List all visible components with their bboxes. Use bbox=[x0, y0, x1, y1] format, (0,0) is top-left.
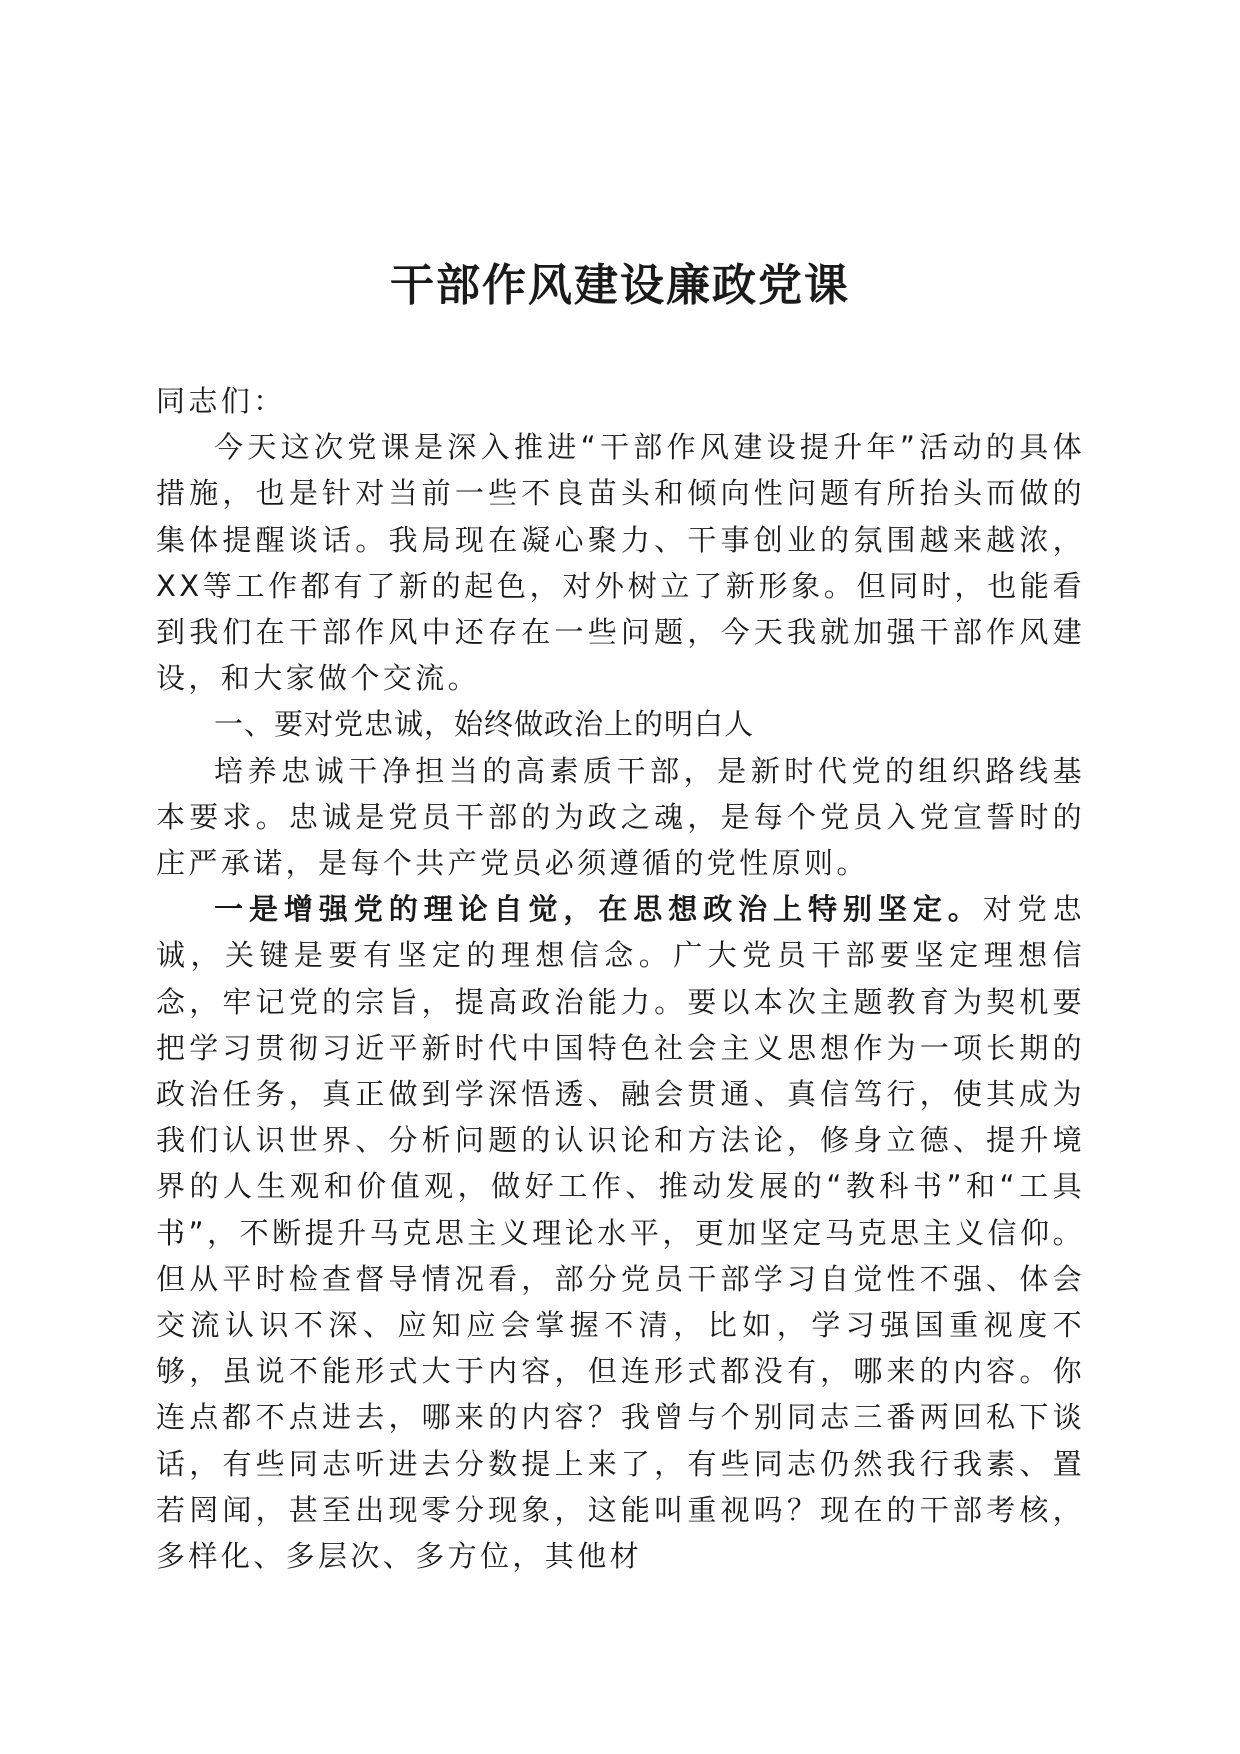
section-heading-1: 一、要对党忠诚，始终做政治上的明白人 bbox=[214, 707, 755, 742]
section-1-paragraph: 培养忠诚干净担当的高素质干部，是新时代党的组织路线基本要求。忠诚是党员干部的为政之魂，是每个党员入党宣誓时的庄严承诺，是每个共产党员必须遵循的党性原则。 bbox=[156, 753, 1085, 881]
point-1-paragraph bbox=[156, 886, 1085, 1579]
point-1-body: 对党忠诚，关键是要有坚定的理想信念。广大党员干部要坚定理想信念，牢记党的宗旨，提高政治能力。要以本次主题教育为契机要把学习贯彻习近平新时代中国特色社会主义思想作为一项长期的政治任务，真正做到学深悟透、融会贯通、真信笃行，使其成为我们认识世界、分析问题的认识论和方法论，修身立德、提升境界的人生观和价值观，做好工作、推动发展的“教科书”和“工具书”，不断提升马克思主义理论水平，更加坚定马克思主义信仰。但从平时检查督导情况看，部分党员干部学习自觉性不强、体会交流认识不深、应知应会掌握不清，比如，学习强国重视度不够，虽说不能形式大于内容，但连形式都没有，哪来的内容。你连点都不点进去，哪来的内容？我曾与个别同志三番两回私下谈话，有些同志听进去分数提上来了，有些同志仍然我行我素、置若罔闻，甚至出现零分现象，这能叫重视吗？现在的干部考核，多样化、多层次、多方位，其他材 bbox=[156, 892, 1086, 1574]
point-1-lead: 一是增强党的理论自觉，在思想政治上特别坚定。 bbox=[214, 892, 983, 927]
document-title: 干部作风建设廉政党课 bbox=[390, 260, 850, 311]
intro-paragraph: 今天这次党课是深入推进“干部作风建设提升年”活动的具体措施，也是针对当前一些不良苗头和倾向性问题有所抬头而做的集体提醒谈话。我局现在凝心聚力、干事创业的氛围越来越浓，XX等工作都有了新的起色，对外树立了新形象。但同时，也能看到我们在干部作风中还存在一些问题，今天我就加强干部作风建设，和大家做个交流。 bbox=[156, 430, 1085, 696]
salutation: 同志们： bbox=[156, 384, 286, 418]
document-body bbox=[156, 378, 1085, 1579]
